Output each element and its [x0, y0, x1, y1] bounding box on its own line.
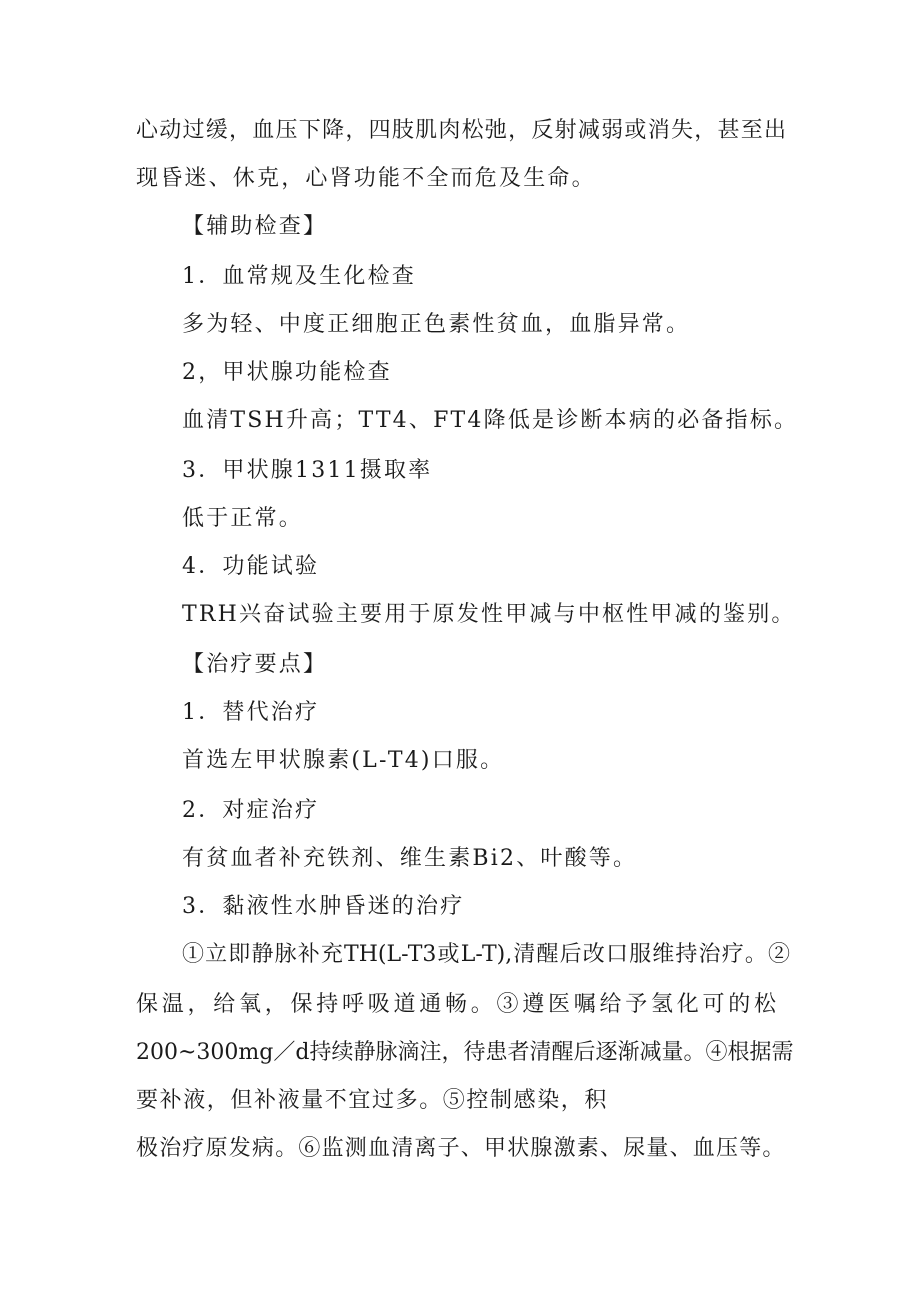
aux-exam-item-2-title: 2，甲状腺功能检查 [182, 360, 392, 385]
aux-exam-item-1-body: 多为轻、中度正细胞正色素性贫血，血脂异常。 [182, 312, 691, 337]
treatment-paragraph-line-2: 保温，给氧，保持呼吸道通畅。③遵医嘱给予氢化可的松 [136, 992, 776, 1017]
treatment-paragraph-line-5: 极治疗原发病。⑥监测血清离子、甲状腺激素、尿量、血压等。 [136, 1136, 786, 1161]
aux-exam-item-3-body: 低于正常。 [182, 506, 304, 531]
aux-exam-item-3-title: 3．甲状腺1311摄取率 [182, 458, 433, 483]
treatment-paragraph-line-3: 200~300mg／d持续静脉滴注，待患者清醒后逐渐减量。④根据需 [136, 1040, 794, 1065]
intro-line-1: 心动过缓，血压下降，四肢肌肉松弛，反射减弱或消失，甚至出 [136, 118, 786, 143]
treatment-item-3-title: 3．黏液性水肿昏迷的治疗 [182, 894, 465, 919]
section-heading-treatment: 【治疗要点】 [182, 652, 328, 677]
treatment-item-2-title: 2．对症治疗 [182, 798, 320, 823]
treatment-item-1-title: 1．替代治疗 [182, 700, 320, 725]
section-heading-aux-exam: 【辅助检查】 [182, 214, 328, 239]
treatment-paragraph-line-4: 要补液，但补液量不宜过多。⑤控制感染，积 [136, 1088, 609, 1113]
aux-exam-item-4-title: 4．功能试验 [182, 554, 320, 579]
treatment-item-1-body: 首选左甲状腺素(L-T4)口服。 [182, 748, 505, 773]
treatment-paragraph-line-1: ①立即静脉补充TH(L-T3或L-T),清醒后改口服维持治疗。② [182, 942, 790, 967]
aux-exam-item-2-body: 血清TSH升高；TT4、FT4降低是诊断本病的必备指标。 [182, 408, 799, 433]
intro-line-2: 现昏迷、休克，心肾功能不全而危及生命。 [136, 166, 596, 191]
treatment-item-2-body: 有贫血者补充铁剂、维生素Bi2、叶酸等。 [182, 846, 638, 871]
aux-exam-item-1-title: 1．血常规及生化检查 [182, 264, 416, 289]
aux-exam-item-4-body: TRH兴奋试验主要用于原发性甲减与中枢性甲减的鉴别。 [182, 602, 796, 627]
